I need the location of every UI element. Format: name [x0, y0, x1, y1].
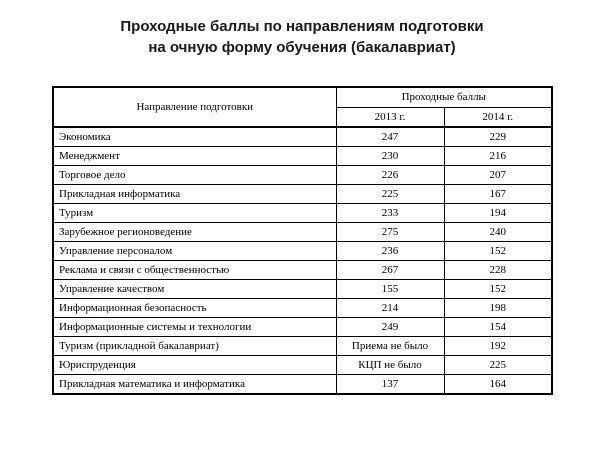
row-score-2013: 226 — [336, 166, 444, 185]
table-row — [53, 185, 552, 204]
row-score-2014: 228 — [444, 261, 552, 280]
row-direction: Туризм (прикладной бакалавриат) — [53, 337, 336, 356]
row-score-2014: 152 — [444, 280, 552, 299]
row-score-2013: 247 — [336, 127, 444, 147]
table-row — [53, 204, 552, 223]
row-score-2013: 233 — [336, 204, 444, 223]
header-direction: Направление подготовки — [53, 87, 336, 127]
title-line-2: на очную форму обучения (бакалавриат) — [148, 39, 456, 56]
row-direction: Прикладная информатика — [53, 185, 336, 204]
header-year-2014: 2014 г. — [444, 107, 552, 127]
table-header — [53, 87, 552, 127]
table-row — [53, 261, 552, 280]
row-score-2013: 249 — [336, 318, 444, 337]
header-year-2013: 2013 г. — [336, 107, 444, 127]
row-direction: Юриспруденция — [53, 356, 336, 375]
table-row — [53, 223, 552, 242]
row-score-2014: 152 — [444, 242, 552, 261]
row-score-2013: Приема не было — [336, 337, 444, 356]
passing-scores-table — [52, 86, 553, 395]
row-score-2013: 267 — [336, 261, 444, 280]
row-score-2014: 207 — [444, 166, 552, 185]
row-score-2014: 164 — [444, 375, 552, 395]
table-row — [53, 166, 552, 185]
row-score-2013: 155 — [336, 280, 444, 299]
row-direction: Туризм — [53, 204, 336, 223]
row-direction: Прикладная математика и информатика — [53, 375, 336, 395]
row-score-2014: 216 — [444, 147, 552, 166]
table-row — [53, 242, 552, 261]
row-score-2014: 240 — [444, 223, 552, 242]
row-direction: Менеджмент — [53, 147, 336, 166]
row-score-2013: 225 — [336, 185, 444, 204]
row-direction: Информационная безопасность — [53, 299, 336, 318]
row-score-2014: 192 — [444, 337, 552, 356]
row-score-2013: КЦП не было — [336, 356, 444, 375]
table-row — [53, 356, 552, 375]
table-row — [53, 147, 552, 166]
table-row — [53, 318, 552, 337]
table-row — [53, 127, 552, 147]
table-row — [53, 299, 552, 318]
title-line-1: Проходные баллы по направлениям подготовки — [120, 18, 484, 35]
page-title — [0, 16, 604, 58]
row-score-2013: 275 — [336, 223, 444, 242]
table-body — [53, 127, 552, 394]
row-score-2014: 167 — [444, 185, 552, 204]
row-direction: Зарубежное регионоведение — [53, 223, 336, 242]
row-direction: Реклама и связи с общественностью — [53, 261, 336, 280]
row-score-2013: 214 — [336, 299, 444, 318]
row-score-2013: 230 — [336, 147, 444, 166]
row-direction: Управление качеством — [53, 280, 336, 299]
row-score-2013: 236 — [336, 242, 444, 261]
row-score-2014: 194 — [444, 204, 552, 223]
row-score-2014: 198 — [444, 299, 552, 318]
row-score-2013: 137 — [336, 375, 444, 395]
row-score-2014: 229 — [444, 127, 552, 147]
header-passing-scores: Проходные баллы — [336, 87, 552, 107]
table-row — [53, 375, 552, 395]
row-direction: Экономика — [53, 127, 336, 147]
table-row — [53, 280, 552, 299]
row-score-2014: 225 — [444, 356, 552, 375]
row-direction: Торговое дело — [53, 166, 336, 185]
row-direction: Информационные системы и технологии — [53, 318, 336, 337]
row-direction: Управление персоналом — [53, 242, 336, 261]
table-row — [53, 337, 552, 356]
row-score-2014: 154 — [444, 318, 552, 337]
